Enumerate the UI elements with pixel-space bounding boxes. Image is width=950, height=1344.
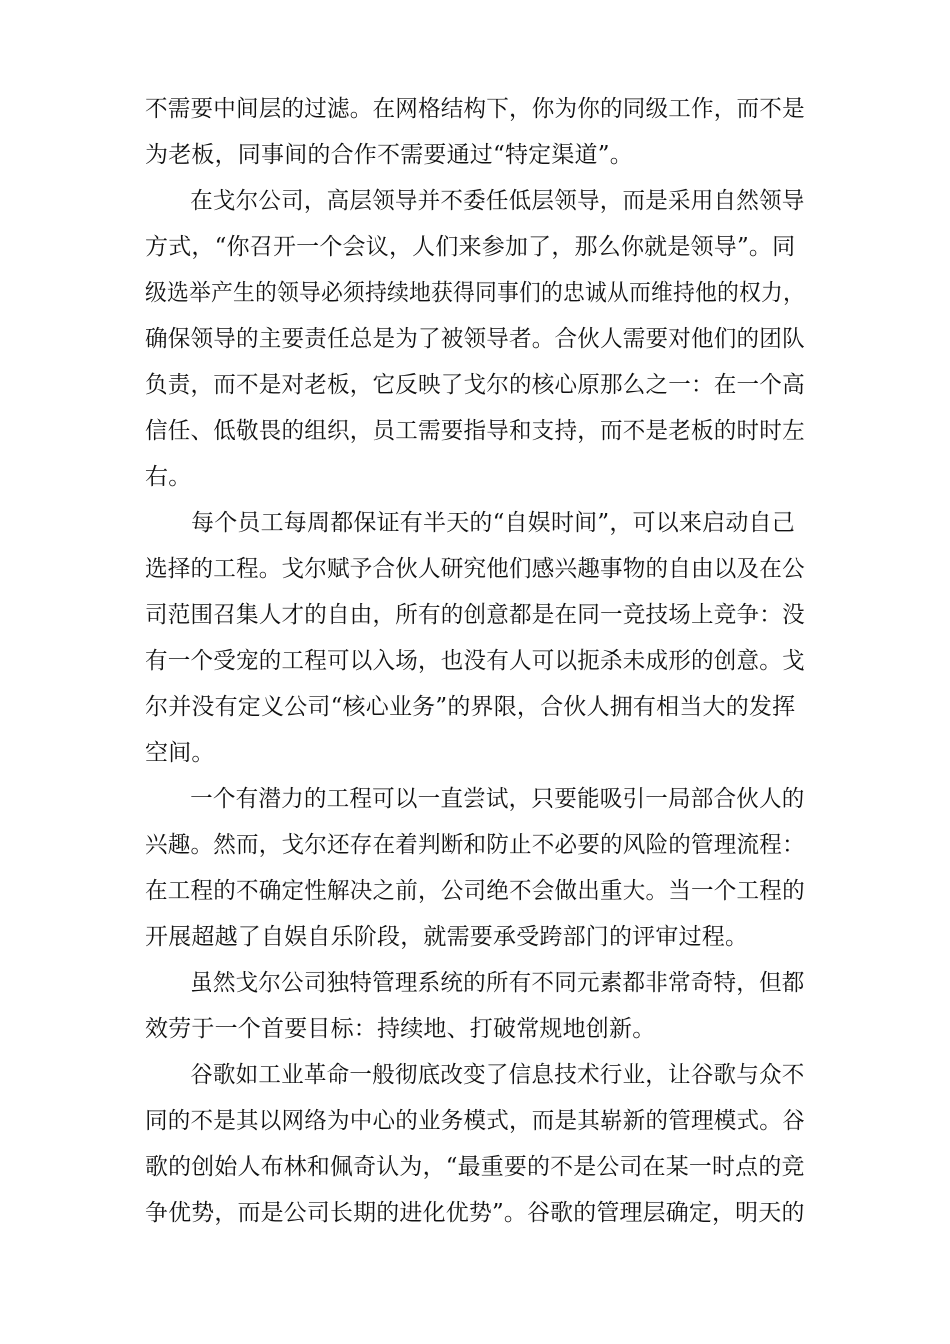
text-line: 开展超越了自娱自乐阶段，就需要承受跨部门的评审过程。 [145, 924, 749, 950]
text-line: 方式，“你召开一个会议，人们来参加了，那么你就是领导”。同 [145, 234, 796, 260]
text-line: 司范围召集人才的自由，所有的创意都是在同一竞技场上竞争：没 [145, 602, 805, 628]
text-line: 歌的创始人布林和佩奇认为，“最重要的不是公司在某一时点的竞 [145, 1154, 805, 1180]
text-line: 效劳于一个首要目标：持续地、打破常规地创新。 [145, 1016, 656, 1042]
text-line: 信任、低敬畏的组织，员工需要指导和支持，而不是老板的时时左 [145, 418, 805, 444]
text-line: 每个员工每周都保证有半天的“自娱时间”，可以来启动自己 [191, 510, 795, 536]
text-line: 选择的工程。戈尔赋予合伙人研究他们感兴趣事物的自由以及在公 [145, 556, 805, 582]
text-line: 争优势，而是公司长期的进化优势”。谷歌的管理层确定，明天的 [145, 1200, 805, 1226]
text-line: 负责，而不是对老板，它反映了戈尔的核心原那么之一：在一个高 [145, 372, 805, 398]
text-line: 同的不是其以网络为中心的业务模式，而是其崭新的管理模式。谷 [145, 1108, 805, 1134]
text-line: 兴趣。然而，戈尔还存在着判断和防止不必要的风险的管理流程： [145, 832, 805, 858]
text-line: 为老板，同事间的合作不需要通过“特定渠道”。 [145, 142, 633, 168]
text-line: 空间。 [145, 740, 215, 766]
text-line: 确保领导的主要责任总是为了被领导者。合伙人需要对他们的团队 [145, 326, 805, 352]
text-line: 在工程的不确定性解决之前，公司绝不会做出重大。当一个工程的 [145, 878, 805, 904]
text-line: 级选举产生的领导必须持续地获得同事们的忠诚从而维持他的权力， [145, 280, 806, 306]
text-line: 有一个受宠的工程可以入场，也没有人可以扼杀未成形的创意。戈 [145, 648, 805, 674]
text-line: 一个有潜力的工程可以一直尝试，只要能吸引一局部合伙人的 [190, 786, 805, 812]
text-line: 不需要中间层的过滤。在网格结构下，你为你的同级工作，而不是 [145, 96, 805, 122]
text-line: 尔并没有定义公司“核心业务”的界限，合伙人拥有相当大的发挥 [145, 694, 796, 720]
text-line: 虽然戈尔公司独特管理系统的所有不同元素都非常奇特，但都 [190, 970, 805, 996]
text-line: 在戈尔公司，高层领导并不委任低层领导，而是采用自然领导 [190, 188, 805, 214]
body-text [145, 86, 805, 1236]
text-line: 谷歌如工业革命一般彻底改变了信息技术行业，让谷歌与众不 [190, 1062, 805, 1088]
text-line: 右。 [145, 464, 192, 490]
